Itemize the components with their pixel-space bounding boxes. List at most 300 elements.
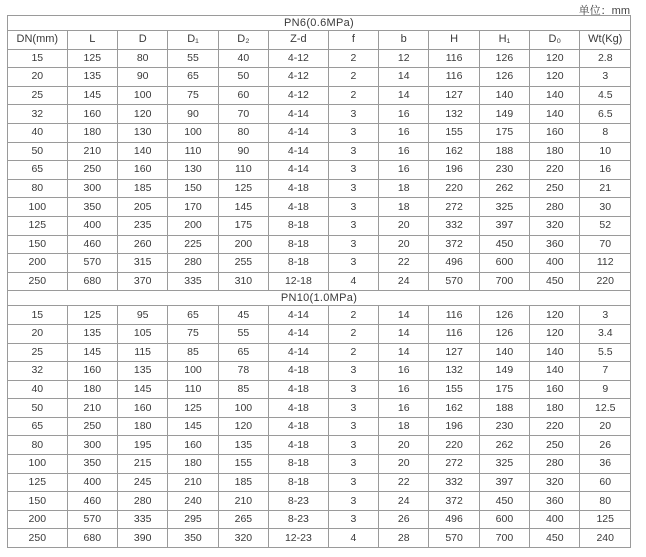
table-cell: 20	[580, 417, 631, 436]
table-cell: 400	[67, 473, 117, 492]
table-cell: 75	[168, 86, 218, 105]
table-cell: 3	[328, 123, 378, 142]
table-header-row	[8, 31, 631, 50]
table-cell: 175	[479, 380, 529, 399]
table-cell: 130	[168, 161, 218, 180]
table-cell: 300	[67, 179, 117, 198]
table-cell: 145	[218, 198, 268, 217]
table-cell: 280	[168, 254, 218, 273]
table-cell: 15	[8, 49, 68, 68]
table-cell: 135	[67, 68, 117, 87]
table-row	[8, 123, 631, 142]
table-cell: 4-14	[269, 324, 329, 343]
table-cell: 250	[8, 529, 68, 548]
table-cell: 6.5	[580, 105, 631, 124]
table-cell: 8-23	[269, 492, 329, 511]
table-cell: 120	[530, 68, 580, 87]
table-cell: 65	[218, 343, 268, 362]
table-cell: 8-23	[269, 510, 329, 529]
table-cell: 180	[67, 380, 117, 399]
table-cell: 215	[117, 455, 167, 474]
table-row	[8, 399, 631, 418]
table-cell: 4-18	[269, 362, 329, 381]
table-cell: 160	[168, 436, 218, 455]
table-cell: 65	[168, 68, 218, 87]
table-cell: 8-18	[269, 254, 329, 273]
table-cell: 4-18	[269, 417, 329, 436]
table-cell: 80	[117, 49, 167, 68]
table-cell: 220	[530, 417, 580, 436]
table-cell: 2	[328, 343, 378, 362]
table-cell: 350	[67, 198, 117, 217]
table-cell: 210	[67, 142, 117, 161]
table-cell: 320	[530, 473, 580, 492]
section-title: PN10(1.0MPa)	[8, 291, 631, 306]
table-row	[8, 306, 631, 325]
table-cell: 125	[67, 49, 117, 68]
table-cell: 3	[328, 179, 378, 198]
table-cell: 4-18	[269, 179, 329, 198]
table-cell: 16	[379, 380, 429, 399]
table-cell: 450	[530, 529, 580, 548]
table-cell: 21	[580, 179, 631, 198]
table-cell: 120	[218, 417, 268, 436]
table-cell: 160	[530, 380, 580, 399]
table-cell: 3	[328, 216, 378, 235]
table-cell: 350	[67, 455, 117, 474]
table-row	[8, 179, 631, 198]
table-cell: 240	[580, 529, 631, 548]
table-cell: 600	[479, 510, 529, 529]
table-cell: 8-18	[269, 216, 329, 235]
table-cell: 145	[67, 343, 117, 362]
table-cell: 4-14	[269, 306, 329, 325]
table-cell: 400	[530, 254, 580, 273]
table-cell: 3	[580, 68, 631, 87]
table-cell: 680	[67, 529, 117, 548]
table-cell: 280	[117, 492, 167, 511]
table-cell: 250	[530, 179, 580, 198]
table-cell: 120	[117, 105, 167, 124]
table-cell: 4-18	[269, 436, 329, 455]
table-cell: 400	[67, 216, 117, 235]
table-cell: 140	[117, 142, 167, 161]
table-cell: 335	[117, 510, 167, 529]
table-row	[8, 492, 631, 511]
table-cell: 400	[530, 510, 580, 529]
table-cell: 60	[218, 86, 268, 105]
table-cell: 460	[67, 235, 117, 254]
table-cell: 162	[429, 399, 479, 418]
table-cell: 205	[117, 198, 167, 217]
table-cell: 200	[8, 254, 68, 273]
table-cell: 32	[8, 105, 68, 124]
table-cell: 370	[117, 272, 167, 291]
table-cell: 200	[168, 216, 218, 235]
table-row	[8, 216, 631, 235]
table-cell: 145	[168, 417, 218, 436]
table-cell: 125	[67, 306, 117, 325]
table-cell: 80	[8, 436, 68, 455]
table-cell: 16	[580, 161, 631, 180]
table-cell: 4-14	[269, 123, 329, 142]
table-cell: 180	[530, 142, 580, 161]
table-cell: 196	[429, 417, 479, 436]
table-cell: 3	[328, 105, 378, 124]
column-header: Z-d	[269, 31, 329, 50]
table-cell: 24	[379, 272, 429, 291]
table-cell: 4	[328, 529, 378, 548]
table-cell: 4-12	[269, 86, 329, 105]
table-cell: 175	[479, 123, 529, 142]
table-cell: 185	[218, 473, 268, 492]
table-cell: 325	[479, 198, 529, 217]
table-cell: 105	[117, 324, 167, 343]
table-cell: 255	[218, 254, 268, 273]
table-cell: 52	[580, 216, 631, 235]
table-row	[8, 455, 631, 474]
table-cell: 155	[429, 380, 479, 399]
table-row	[8, 254, 631, 273]
table-row	[8, 161, 631, 180]
table-cell: 3	[328, 380, 378, 399]
table-cell: 210	[67, 399, 117, 418]
table-cell: 162	[429, 142, 479, 161]
table-cell: 397	[479, 216, 529, 235]
table-row	[8, 362, 631, 381]
table-cell: 155	[218, 455, 268, 474]
column-header: H₁	[479, 31, 529, 50]
table-cell: 15	[8, 306, 68, 325]
table-cell: 260	[117, 235, 167, 254]
table-cell: 9	[580, 380, 631, 399]
table-cell: 160	[117, 161, 167, 180]
table-cell: 127	[429, 343, 479, 362]
table-cell: 100	[168, 123, 218, 142]
column-header: D₁	[168, 31, 218, 50]
table-cell: 26	[580, 436, 631, 455]
table-cell: 36	[580, 455, 631, 474]
table-cell: 5.5	[580, 343, 631, 362]
table-cell: 320	[530, 216, 580, 235]
table-cell: 225	[168, 235, 218, 254]
table-cell: 3	[328, 417, 378, 436]
table-cell: 90	[117, 68, 167, 87]
table-cell: 3	[328, 473, 378, 492]
table-row	[8, 86, 631, 105]
table-cell: 272	[429, 198, 479, 217]
table-cell: 40	[8, 123, 68, 142]
table-cell: 55	[218, 324, 268, 343]
table-row	[8, 343, 631, 362]
table-cell: 700	[479, 529, 529, 548]
table-cell: 372	[429, 235, 479, 254]
table-cell: 450	[530, 272, 580, 291]
table-cell: 16	[379, 362, 429, 381]
table-cell: 240	[168, 492, 218, 511]
table-cell: 90	[218, 142, 268, 161]
table-cell: 12.5	[580, 399, 631, 418]
table-cell: 4-12	[269, 68, 329, 87]
table-cell: 100	[168, 362, 218, 381]
table-cell: 16	[379, 105, 429, 124]
table-cell: 16	[379, 142, 429, 161]
table-cell: 3	[328, 198, 378, 217]
table-cell: 350	[168, 529, 218, 548]
table-cell: 125	[8, 216, 68, 235]
table-cell: 20	[8, 324, 68, 343]
table-cell: 135	[117, 362, 167, 381]
table-cell: 262	[479, 179, 529, 198]
table-cell: 235	[117, 216, 167, 235]
table-cell: 20	[379, 235, 429, 254]
table-cell: 8	[580, 123, 631, 142]
table-cell: 210	[218, 492, 268, 511]
table-cell: 2	[328, 324, 378, 343]
table-cell: 570	[429, 529, 479, 548]
table-row	[8, 417, 631, 436]
table-row	[8, 105, 631, 124]
table-cell: 3	[328, 436, 378, 455]
table-cell: 220	[580, 272, 631, 291]
table-cell: 325	[479, 455, 529, 474]
table-cell: 280	[530, 455, 580, 474]
table-cell: 570	[429, 272, 479, 291]
table-cell: 310	[218, 272, 268, 291]
table-cell: 16	[379, 161, 429, 180]
table-cell: 14	[379, 86, 429, 105]
table-cell: 100	[218, 399, 268, 418]
table-cell: 80	[580, 492, 631, 511]
table-cell: 16	[379, 399, 429, 418]
table-cell: 320	[218, 529, 268, 548]
table-cell: 4-18	[269, 380, 329, 399]
table-cell: 70	[218, 105, 268, 124]
table-cell: 160	[67, 362, 117, 381]
table-cell: 3	[328, 142, 378, 161]
table-cell: 4-14	[269, 105, 329, 124]
table-cell: 4-12	[269, 49, 329, 68]
table-cell: 60	[580, 473, 631, 492]
table-cell: 112	[580, 254, 631, 273]
table-cell: 450	[479, 492, 529, 511]
column-header: L	[67, 31, 117, 50]
table-cell: 3	[328, 161, 378, 180]
table-cell: 80	[218, 123, 268, 142]
table-cell: 397	[479, 473, 529, 492]
table-cell: 200	[8, 510, 68, 529]
table-cell: 4-18	[269, 198, 329, 217]
table-cell: 2	[328, 68, 378, 87]
table-cell: 332	[429, 216, 479, 235]
table-cell: 22	[379, 254, 429, 273]
table-cell: 170	[168, 198, 218, 217]
table-cell: 3	[328, 455, 378, 474]
table-cell: 680	[67, 272, 117, 291]
table-cell: 3	[328, 254, 378, 273]
table-cell: 125	[218, 179, 268, 198]
table-cell: 180	[530, 399, 580, 418]
column-header: D	[117, 31, 167, 50]
table-cell: 14	[379, 68, 429, 87]
column-header: D₂	[218, 31, 268, 50]
table-cell: 180	[168, 455, 218, 474]
table-cell: 145	[67, 86, 117, 105]
table-cell: 132	[429, 105, 479, 124]
column-header: b	[379, 31, 429, 50]
table-cell: 65	[8, 161, 68, 180]
table-cell: 140	[530, 343, 580, 362]
table-cell: 95	[117, 306, 167, 325]
table-cell: 295	[168, 510, 218, 529]
table-cell: 16	[379, 123, 429, 142]
table-cell: 8-18	[269, 235, 329, 254]
spec-table	[7, 15, 631, 548]
table-cell: 50	[218, 68, 268, 87]
table-cell: 14	[379, 306, 429, 325]
table-cell: 116	[429, 324, 479, 343]
column-header: Wt(Kg)	[580, 31, 631, 50]
table-cell: 4-14	[269, 161, 329, 180]
table-cell: 700	[479, 272, 529, 291]
table-cell: 140	[530, 105, 580, 124]
table-row	[8, 272, 631, 291]
table-cell: 360	[530, 492, 580, 511]
table-row	[8, 380, 631, 399]
table-cell: 8-18	[269, 473, 329, 492]
table-cell: 360	[530, 235, 580, 254]
table-cell: 12-23	[269, 529, 329, 548]
table-cell: 460	[67, 492, 117, 511]
table-row	[8, 198, 631, 217]
table-cell: 55	[168, 49, 218, 68]
table-cell: 175	[218, 216, 268, 235]
table-row	[8, 49, 631, 68]
table-cell: 450	[479, 235, 529, 254]
table-cell: 85	[218, 380, 268, 399]
table-cell: 78	[218, 362, 268, 381]
table-cell: 80	[8, 179, 68, 198]
table-cell: 20	[8, 68, 68, 87]
table-cell: 14	[379, 324, 429, 343]
table-cell: 140	[479, 86, 529, 105]
table-cell: 160	[530, 123, 580, 142]
table-cell: 12-18	[269, 272, 329, 291]
table-cell: 160	[117, 399, 167, 418]
table-cell: 85	[168, 343, 218, 362]
table-cell: 140	[530, 86, 580, 105]
table-cell: 65	[168, 306, 218, 325]
table-cell: 149	[479, 105, 529, 124]
table-cell: 125	[580, 510, 631, 529]
table-cell: 127	[429, 86, 479, 105]
table-cell: 196	[429, 161, 479, 180]
table-cell: 300	[67, 436, 117, 455]
table-cell: 18	[379, 417, 429, 436]
table-cell: 188	[479, 142, 529, 161]
unit-label: 单位：mm	[578, 5, 630, 17]
table-cell: 210	[168, 473, 218, 492]
section-title-row	[8, 16, 631, 31]
table-cell: 18	[379, 179, 429, 198]
column-header: DN(mm)	[8, 31, 68, 50]
table-cell: 496	[429, 254, 479, 273]
table-cell: 200	[218, 235, 268, 254]
table-cell: 115	[117, 343, 167, 362]
table-cell: 3	[328, 362, 378, 381]
table-cell: 3	[328, 510, 378, 529]
table-cell: 24	[379, 492, 429, 511]
table-cell: 315	[117, 254, 167, 273]
table-cell: 135	[67, 324, 117, 343]
table-cell: 3	[328, 399, 378, 418]
table-cell: 20	[379, 216, 429, 235]
table-cell: 3	[328, 235, 378, 254]
table-cell: 150	[8, 492, 68, 511]
table-cell: 2	[328, 306, 378, 325]
table-cell: 4.5	[580, 86, 631, 105]
table-cell: 7	[580, 362, 631, 381]
table-cell: 180	[117, 417, 167, 436]
table-row	[8, 529, 631, 548]
spec-table-body	[8, 16, 631, 548]
table-cell: 120	[530, 49, 580, 68]
table-cell: 496	[429, 510, 479, 529]
table-cell: 140	[479, 343, 529, 362]
table-cell: 32	[8, 362, 68, 381]
table-cell: 8-18	[269, 455, 329, 474]
table-cell: 230	[479, 417, 529, 436]
table-cell: 262	[479, 436, 529, 455]
table-cell: 12	[379, 49, 429, 68]
table-row	[8, 510, 631, 529]
table-cell: 149	[479, 362, 529, 381]
table-cell: 110	[218, 161, 268, 180]
table-cell: 570	[67, 510, 117, 529]
table-cell: 25	[8, 86, 68, 105]
table-cell: 570	[67, 254, 117, 273]
table-cell: 150	[8, 235, 68, 254]
table-cell: 4	[328, 272, 378, 291]
table-row	[8, 235, 631, 254]
table-cell: 250	[530, 436, 580, 455]
table-cell: 180	[67, 123, 117, 142]
table-cell: 140	[530, 362, 580, 381]
table-cell: 14	[379, 343, 429, 362]
table-cell: 126	[479, 68, 529, 87]
table-cell: 25	[8, 343, 68, 362]
table-cell: 65	[8, 417, 68, 436]
section-title: PN6(0.6MPa)	[8, 16, 631, 31]
table-cell: 28	[379, 529, 429, 548]
table-cell: 130	[117, 123, 167, 142]
table-cell: 4-14	[269, 142, 329, 161]
table-cell: 600	[479, 254, 529, 273]
table-cell: 50	[8, 142, 68, 161]
table-cell: 116	[429, 68, 479, 87]
table-cell: 10	[580, 142, 631, 161]
table-cell: 372	[429, 492, 479, 511]
section-title-row	[8, 291, 631, 306]
table-cell: 125	[168, 399, 218, 418]
table-cell: 40	[218, 49, 268, 68]
table-cell: 220	[429, 179, 479, 198]
table-cell: 280	[530, 198, 580, 217]
table-cell: 75	[168, 324, 218, 343]
table-cell: 3	[580, 306, 631, 325]
table-cell: 3	[328, 492, 378, 511]
table-cell: 22	[379, 473, 429, 492]
